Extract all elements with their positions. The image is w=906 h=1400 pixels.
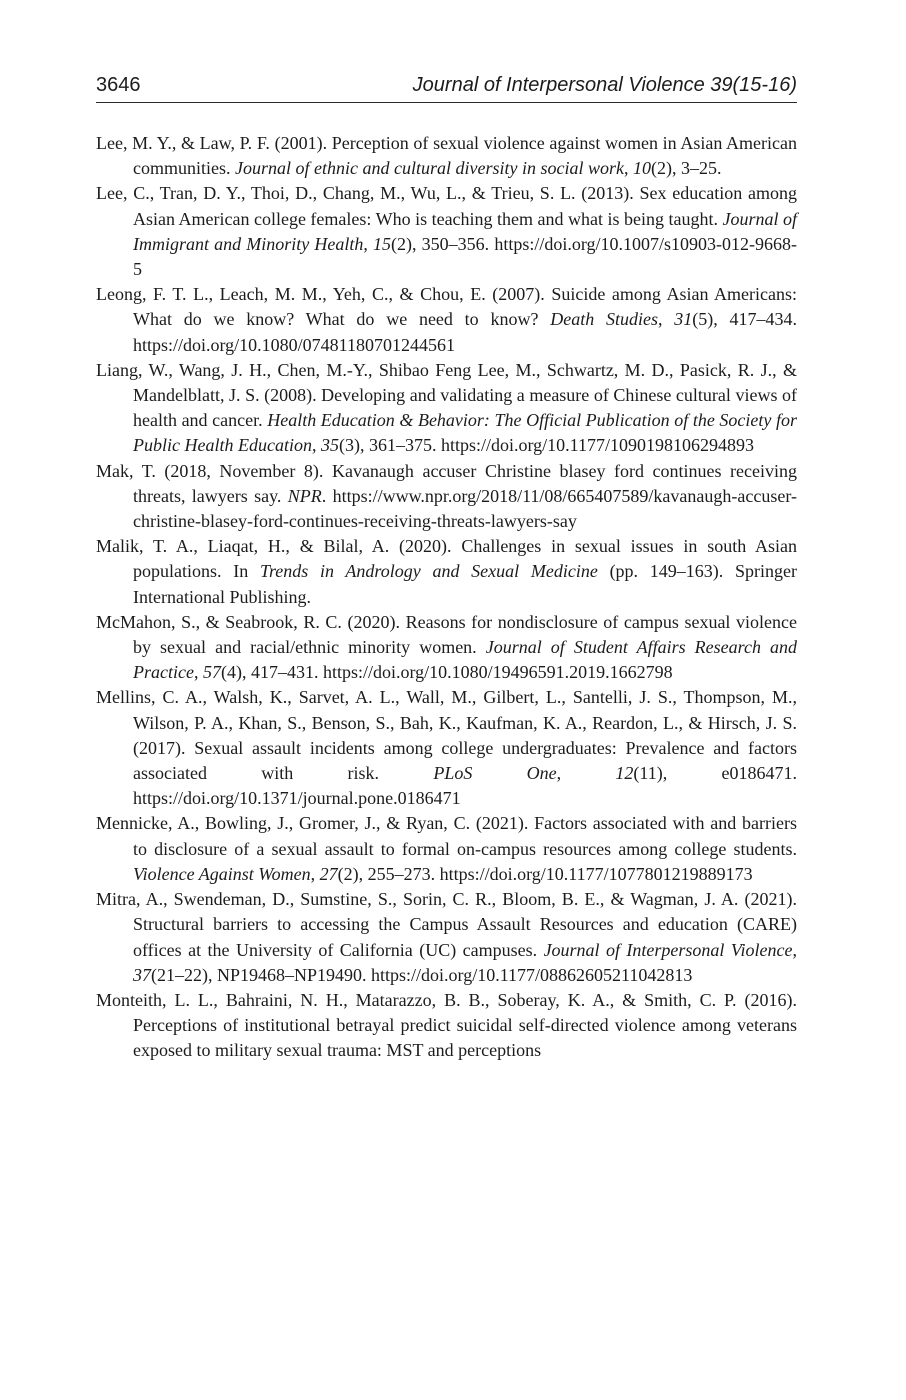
reference-text: Mak, T. (2018, November 8). Kavanaugh accuser Christine blasey ford continues receiving threats, lawyers say. [96,460,797,506]
reference-entry [96,534,797,610]
reference-entry [96,685,797,811]
reference-volume: 37 [133,964,151,985]
reference-text: Lee, M. Y., & Law, P. F. (2001). Perception of sexual violence against women in Asian American communities. [96,133,797,179]
reference-entry [96,811,797,887]
reference-text: (2), 3–25. [650,158,722,179]
reference-entry [96,131,797,181]
reference-entry [96,988,797,1064]
reference-journal: Journal of Immigrant and Minority Health [133,208,797,254]
reference-text: McMahon, S., & Seabrook, R. C. (2020). Reasons for nondisclosure of campus sexual violence by sexual and racial/ethnic minority women. [96,611,797,658]
reference-entry [96,459,797,535]
reference-text: Mellins, C. A., Walsh, K., Sarvet, A. L., Wall, M., Gilbert, L., Santelli, J. S., Thompson, M., Wilson, P. A., Khan, S., Benson, S., Bah, K., Kaufman, K. A., Reardon, L., & Hirsch, J. S. (2017). Sexual assault incidents among college undergraduates: Prevalence and factors associated with risk. [96,687,797,784]
reference-volume: 27 [319,863,338,884]
reference-text: Lee, C., Tran, D. Y., Thoi, D., Chang, M., Wu, L., & Trieu, S. L. (2013). Sex education among Asian American college females: Who is teaching them and what is being taught. [96,183,797,229]
reference-text: , [310,863,320,884]
reference-text: Monteith, L. L., Bahraini, N. H., Matarazzo, B. B., Soberay, K. A., & Smith, C. P. (2016). Perceptions of institutional betrayal predict suicidal self-directed violence among veterans exposed to military sexual trauma: MST and perceptions [96,989,797,1061]
running-header [96,70,797,100]
reference-text: Mennicke, A., Bowling, J., Gromer, J., & Ryan, C. (2021). Factors associated with and barriers to disclosure of a sexual assault to formal on-campus resources among college students. [96,813,797,859]
reference-journal: Death Studies [550,309,658,330]
reference-journal: Violence Against Women [133,863,311,884]
reference-entry [96,181,797,282]
reference-text: , [556,763,616,784]
reference-journal: Journal of ethnic and cultural diversity in social work [235,158,624,179]
reference-text: Mitra, A., Swendeman, D., Sumstine, S., Sorin, C. R., Bloom, B. E., & Wagman, J. A. (2021). Structural barriers to accessing the Campus Assault Resources and education (CARE) offices at the University of California (UC) campuses. [96,889,797,960]
reference-text: , [311,435,321,456]
reference-text: , [792,939,797,960]
reference-volume: 15 [373,233,392,254]
reference-journal: Trends in Andrology and Sexual Medicine [259,561,598,582]
reference-entry [96,610,797,686]
reference-text: Liang, W., Wang, J. H., Chen, M.-Y., Shibao Feng Lee, M., Schwartz, M. D., Pasick, R. J., & Mandelblatt, J. S. (2008). Developing and validating a measure of Chinese cultural views of health and cancer. [96,359,797,431]
reference-list [96,131,797,1064]
reference-volume: 35 [320,435,339,456]
page-number: 3646 [96,74,141,96]
reference-text: (11), e0186471. https://doi.org/10.1371/journal.pone.0186471 [133,763,797,809]
reference-text: (pp. 149–163). Springer International Publishing. [133,561,797,607]
reference-journal: Health Education & Behavior: The Official Publication of the Society for Public Health Education [133,410,797,456]
reference-volume: 10 [632,158,651,179]
reference-journal: NPR [287,485,322,506]
reference-text: (2), 255–273. https://doi.org/10.1177/1077801219889173 [337,863,753,884]
reference-text: (4), 417–431. https://doi.org/10.1080/19496591.2019.1662798 [220,662,673,683]
reference-entry [96,358,797,459]
reference-text: , [657,309,675,330]
reference-journal: Journal of Interpersonal Violence [543,939,793,960]
reference-text: , [193,662,203,683]
reference-volume: 57 [202,662,221,683]
reference-journal: Journal of Student Affairs Research and Practice [133,637,798,683]
reference-volume: 31 [674,309,693,330]
reference-text: , [363,233,374,254]
journal-title: Journal of Interpersonal Violence 39(15-16) [412,74,797,96]
reference-text: (5), 417–434. https://doi.org/10.1080/07481180701244561 [133,309,797,355]
reference-text: (2), 350–356. https://doi.org/10.1007/s10903-012-9668-5 [133,233,797,280]
reference-text: Leong, F. T. L., Leach, M. M., Yeh, C., & Chou, E. (2007). Suicide among Asian Americans: What do we know? What do we need to know? [96,284,797,330]
reference-entry [96,887,797,988]
reference-text: (3), 361–375. https://doi.org/10.1177/1090198106294893 [338,435,754,456]
reference-entry [96,282,797,358]
reference-journal: PLoS One [433,763,557,784]
header-rule [96,102,797,103]
reference-text: . https://www.npr.org/2018/11/08/665407589/kavanaugh-accuser-christine-blasey-ford-continues-receiving-threats-lawyers-say [133,485,797,532]
reference-text: , [623,158,633,179]
reference-text: Malik, T. A., Liaqat, H., & Bilal, A. (2020). Challenges in sexual issues in south Asian populations. In [96,536,797,582]
reference-volume: 12 [615,763,634,784]
reference-text: (21–22), NP19468–NP19490. https://doi.org/10.1177/08862605211042813 [151,964,693,985]
